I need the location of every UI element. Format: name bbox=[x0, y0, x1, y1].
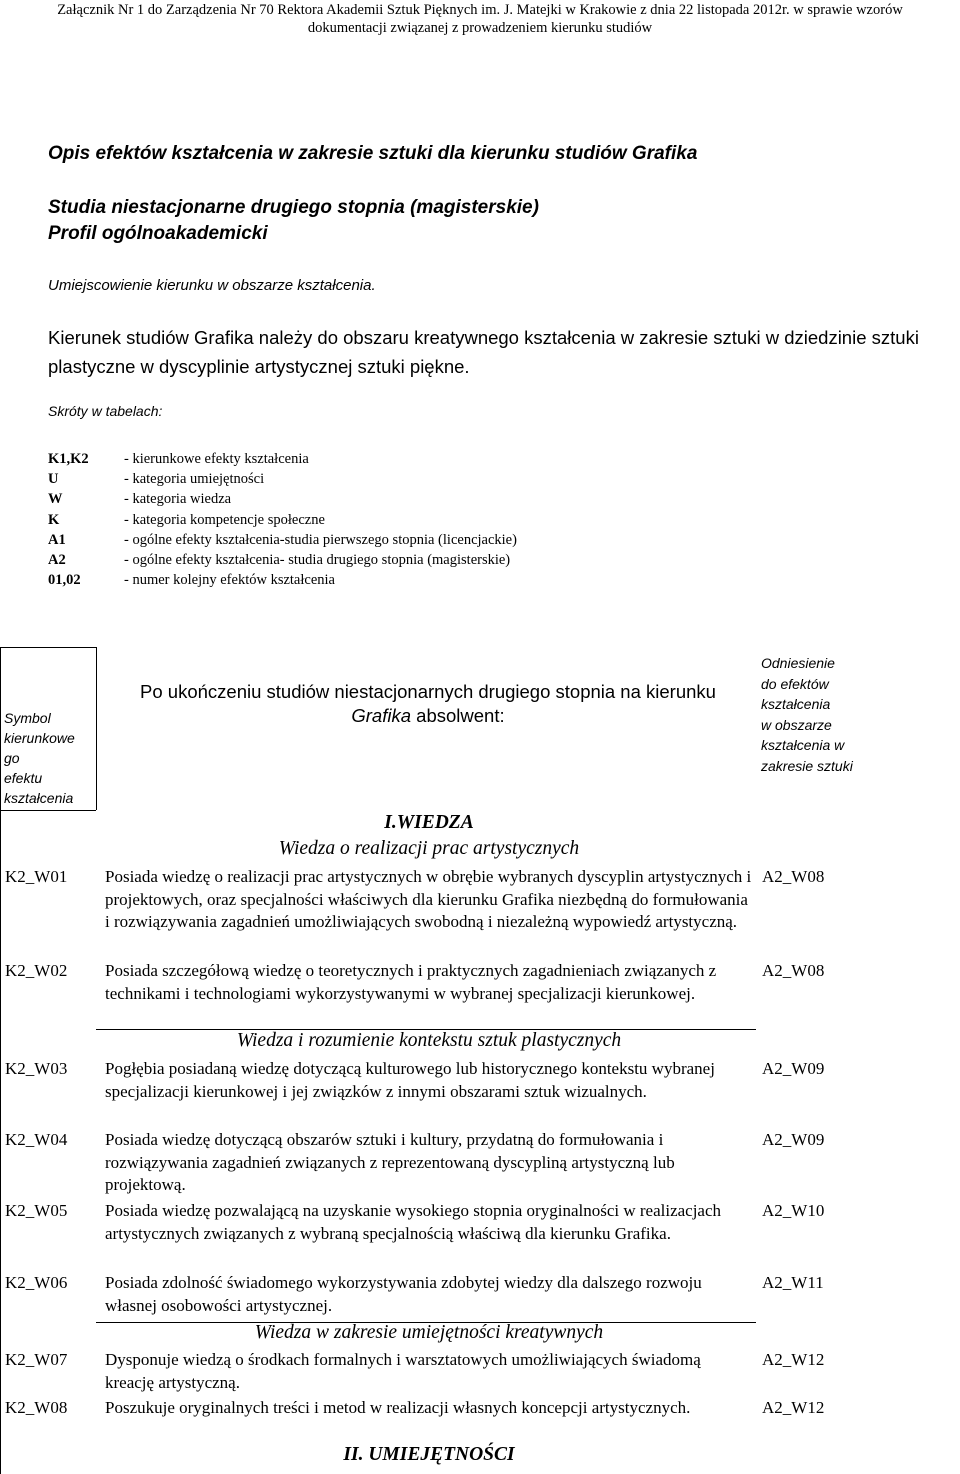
abbreviation-row bbox=[48, 530, 517, 550]
header-line-1: Załącznik Nr 1 do Zarządzenia Nr 70 Rektora Akademii Sztuk Pięknych im. J. Matejki w Krakowie z dnia 22 listopada 2012r. w sprawie wzorów bbox=[57, 2, 903, 18]
description-header-post: absolwent: bbox=[416, 705, 505, 726]
row-description: Posiada wiedzę pozwalającą na uzyskanie wysokiego stopnia oryginalności w realizacjach artystycznych związanych z wybraną specjalnością właściwą dla kierunku Grafika. bbox=[105, 1201, 722, 1243]
row-code: K2_W01 bbox=[5, 867, 68, 886]
symbol-header-line: efektu bbox=[4, 770, 43, 786]
abbreviation-key: 01,02 bbox=[48, 572, 81, 589]
abbreviation-value: - ogólne efekty kształcenia-studia pierwszego stopnia (licencjackie) bbox=[124, 531, 517, 548]
row-reference: A2_W08 bbox=[762, 867, 825, 886]
subsection-heading: Wiedza o realizacji prac artystycznych bbox=[278, 838, 580, 859]
row-description: Dysponuje wiedzą o środkach formalnych i warsztatowych umożliwiających świadomą kreację artystyczną. bbox=[105, 1350, 701, 1392]
row-description: Posiada wiedzę dotyczącą obszarów sztuki i kultury, przydatną do formułowania i rozwiązywania zagadnień związanych z reprezentowaną dyscypliną artystyczną lub projektową. bbox=[105, 1130, 675, 1194]
abbreviation-key: K1,K2 bbox=[48, 451, 89, 467]
row-code: K2_W08 bbox=[5, 1398, 68, 1417]
row-code: K2_W05 bbox=[5, 1201, 68, 1220]
abbreviation-row bbox=[48, 489, 517, 509]
row-code: K2_W06 bbox=[5, 1273, 68, 1292]
row-code: K2_W07 bbox=[5, 1350, 68, 1369]
symbol-header-line: Symbol bbox=[4, 710, 51, 726]
description-column-header bbox=[104, 680, 752, 728]
abbreviation-value: - kierunkowe efekty kształcenia bbox=[124, 451, 309, 467]
abbreviation-row bbox=[48, 449, 517, 469]
table-col-divider-1 bbox=[96, 647, 97, 810]
description-header-italic: Grafika bbox=[351, 705, 412, 726]
abbreviations-list bbox=[48, 449, 517, 590]
row-description: Posiada szczegółową wiedzę o teoretycznych i praktycznych zagadnieniach związanych z technikami i technologiami wykorzystywanymi w wybranej specjalizacji kierunkowej. bbox=[105, 961, 717, 1003]
table-left-border bbox=[0, 647, 1, 1474]
table-header-bottom-border bbox=[0, 810, 96, 811]
reference-header-line: kształcenia w bbox=[761, 737, 845, 753]
abbreviation-row bbox=[48, 510, 517, 530]
abbreviation-key: A2 bbox=[48, 552, 66, 569]
abbreviation-key: A1 bbox=[48, 531, 66, 548]
row-reference: A2_W11 bbox=[762, 1273, 824, 1292]
row-reference: A2_W09 bbox=[762, 1130, 825, 1149]
placement-paragraph: Kierunek studiów Grafika należy do obszaru kreatywnego kształcenia w zakresie sztuki w dziedzinie sztuki plastyczne w dyscyplinie artystycznej sztuki piękne. bbox=[48, 327, 919, 377]
study-mode-subtitle: Studia niestacjonarne drugiego stopnia (magisterskie) bbox=[48, 197, 539, 218]
abbreviation-value: - kategoria wiedza bbox=[124, 491, 232, 508]
row-reference: A2_W12 bbox=[762, 1350, 825, 1369]
header-line-2: dokumentacji związanej z prowadzeniem kierunku studiów bbox=[307, 20, 653, 36]
row-reference: A2_W12 bbox=[762, 1398, 825, 1417]
subsection-heading: Wiedza w zakresie umiejętności kreatywnych bbox=[254, 1322, 604, 1343]
profile-subtitle: Profil ogólnoakademicki bbox=[48, 223, 268, 244]
abbreviation-row bbox=[48, 550, 517, 570]
row-reference: A2_W09 bbox=[762, 1059, 825, 1078]
symbol-column-header bbox=[4, 708, 90, 808]
section-heading-knowledge: I.WIEDZA bbox=[384, 812, 474, 833]
abbreviation-value: - kategoria kompetencje społeczne bbox=[124, 511, 325, 528]
abbreviation-row bbox=[48, 570, 517, 590]
row-description: Posiada zdolność świadomego wykorzystywania zdobytej wiedzy dla dalszego rozwoju własnej osobowości artystycznej. bbox=[105, 1273, 702, 1315]
row-code: K2_W04 bbox=[5, 1130, 68, 1149]
subsection-heading: Wiedza i rozumienie kontekstu sztuk plastycznych bbox=[236, 1030, 622, 1051]
row-code: K2_W02 bbox=[5, 961, 68, 980]
symbol-header-line: kształcenia bbox=[4, 790, 74, 806]
reference-header-line: do efektów bbox=[761, 675, 829, 692]
abbreviations-title: Skróty w tabelach: bbox=[48, 403, 163, 419]
abbreviation-value: - numer kolejny efektów kształcenia bbox=[124, 572, 335, 589]
abbreviation-value: - kategoria umiejętności bbox=[124, 471, 265, 488]
reference-header-line: kształcenia bbox=[761, 696, 831, 712]
section-heading-skills: II. UMIEJĘTNOŚCI bbox=[343, 1444, 515, 1465]
symbol-header-line: kierunkowe bbox=[4, 730, 75, 746]
description-header-pre: Po ukończeniu studiów niestacjonarnych drugiego stopnia na kierunku bbox=[140, 681, 716, 702]
row-reference: A2_W10 bbox=[762, 1201, 825, 1220]
abbreviation-key: U bbox=[48, 471, 59, 488]
row-reference: A2_W08 bbox=[762, 961, 825, 980]
document-title: Opis efektów kształcenia w zakresie sztuki dla kierunku studiów Grafika bbox=[48, 143, 698, 164]
row-description: Posiada wiedzę o realizacji prac artystycznych w obrębie wybranych dyscyplin artystycznych i projektowych, oraz specjalności właściwych dla kierunku Grafika niezbędną do formułowania i rozwiązywania zagadnień umożliwiających swobodną i niezależną wypowiedź artystyczną. bbox=[105, 867, 752, 931]
row-code: K2_W03 bbox=[5, 1059, 68, 1078]
page-header bbox=[0, 1, 960, 37]
row-description: Poszukuje oryginalnych treści i metod w realizacji własnych koncepcji artystycznych. bbox=[105, 1398, 691, 1417]
reference-header-line: w obszarze bbox=[761, 716, 832, 733]
abbreviation-key: W bbox=[48, 491, 63, 508]
abbreviation-row bbox=[48, 469, 517, 489]
row-description: Pogłębia posiadaną wiedzę dotyczącą kulturowego lub historycznego kontekstu wybranej specjalizacji kierunkowej i jej związków z innymi obszarami sztuk wizualnych. bbox=[105, 1059, 715, 1101]
symbol-header-line: go bbox=[4, 750, 20, 766]
reference-header-line: zakresie sztuki bbox=[761, 757, 853, 774]
reference-column-header bbox=[761, 653, 881, 776]
abbreviation-key: K bbox=[48, 511, 60, 528]
abbreviation-value: - ogólne efekty kształcenia- studia drugiego stopnia (magisterskie) bbox=[124, 552, 511, 569]
reference-header-line: Odniesienie bbox=[761, 655, 835, 671]
table-top-border bbox=[0, 647, 96, 648]
placement-heading: Umiejscowienie kierunku w obszarze kształcenia. bbox=[48, 277, 376, 294]
